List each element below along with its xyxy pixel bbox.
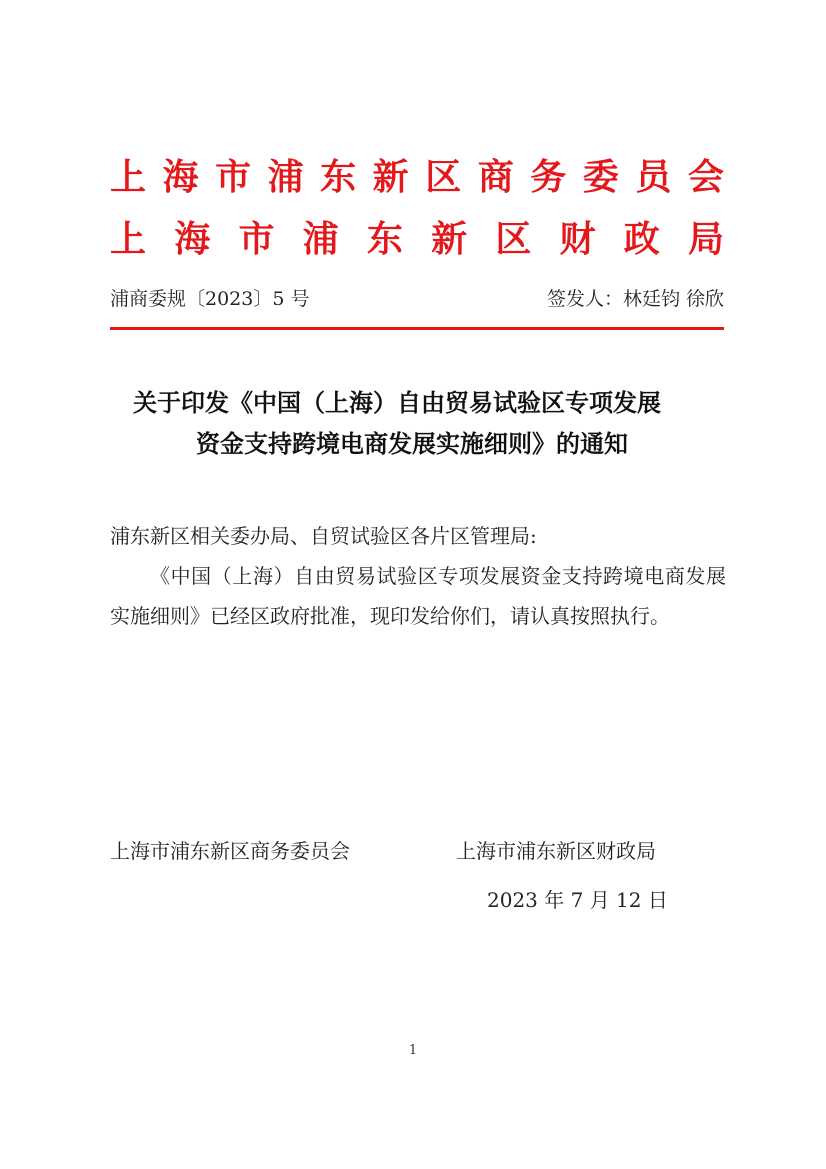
- issuer-char: 海: [162, 157, 199, 198]
- issuer-char: 海: [174, 219, 211, 260]
- issuer-char: 浦: [302, 219, 339, 260]
- issuer-char: 区: [425, 157, 462, 198]
- issuer-char: 新: [372, 157, 409, 198]
- issuer-char: 财: [559, 219, 596, 260]
- issuer-char: 局: [687, 219, 724, 260]
- signer: 签发人：林廷钧 徐欣: [546, 288, 724, 310]
- issuer-char: 委: [582, 157, 619, 198]
- issue-date: 2023 年 7 月 12 日: [487, 888, 668, 912]
- issuer-char: 商: [477, 157, 514, 198]
- issuer-char: 区: [495, 219, 532, 260]
- issuer-char: 新: [431, 219, 468, 260]
- document-title-line-2: 资金支持跨境电商发展实施细则》的通知: [196, 430, 628, 458]
- issuer-char: 员: [635, 157, 672, 198]
- issuer-char: 浦: [267, 157, 304, 198]
- red-divider: [110, 327, 724, 330]
- salutation: 浦东新区相关委办局、自贸试验区各片区管理局:: [110, 524, 537, 548]
- issuer-char: 务: [530, 157, 567, 198]
- document-title-line-1: 关于印发《中国（上海）自由贸易试验区专项发展: [133, 389, 661, 417]
- signature-org-finance: 上海市浦东新区财政局: [456, 839, 656, 863]
- issuer-heading-finance: [110, 218, 724, 262]
- issuer-char: 会: [687, 157, 724, 198]
- body-paragraph: 《中国（上海）自由贸易试验区专项发展资金支持跨境电商发展实施细则》已经区政府批准，现印发给你们，请认真按照执行。: [110, 564, 726, 628]
- signature-org-commerce: 上海市浦东新区商务委员会: [110, 839, 350, 863]
- issuer-char: 上: [110, 157, 147, 198]
- issuer-char: 市: [215, 157, 252, 198]
- issuer-heading-commerce: [110, 156, 724, 200]
- issuer-char: 市: [238, 219, 275, 260]
- issuer-char: 东: [320, 157, 357, 198]
- issuer-char: 上: [110, 219, 147, 260]
- page-number: 1: [408, 1043, 418, 1058]
- document-number: 浦商委规〔2023〕5 号: [110, 288, 310, 310]
- issuer-char: 政: [623, 219, 660, 260]
- issuer-char: 东: [366, 219, 403, 260]
